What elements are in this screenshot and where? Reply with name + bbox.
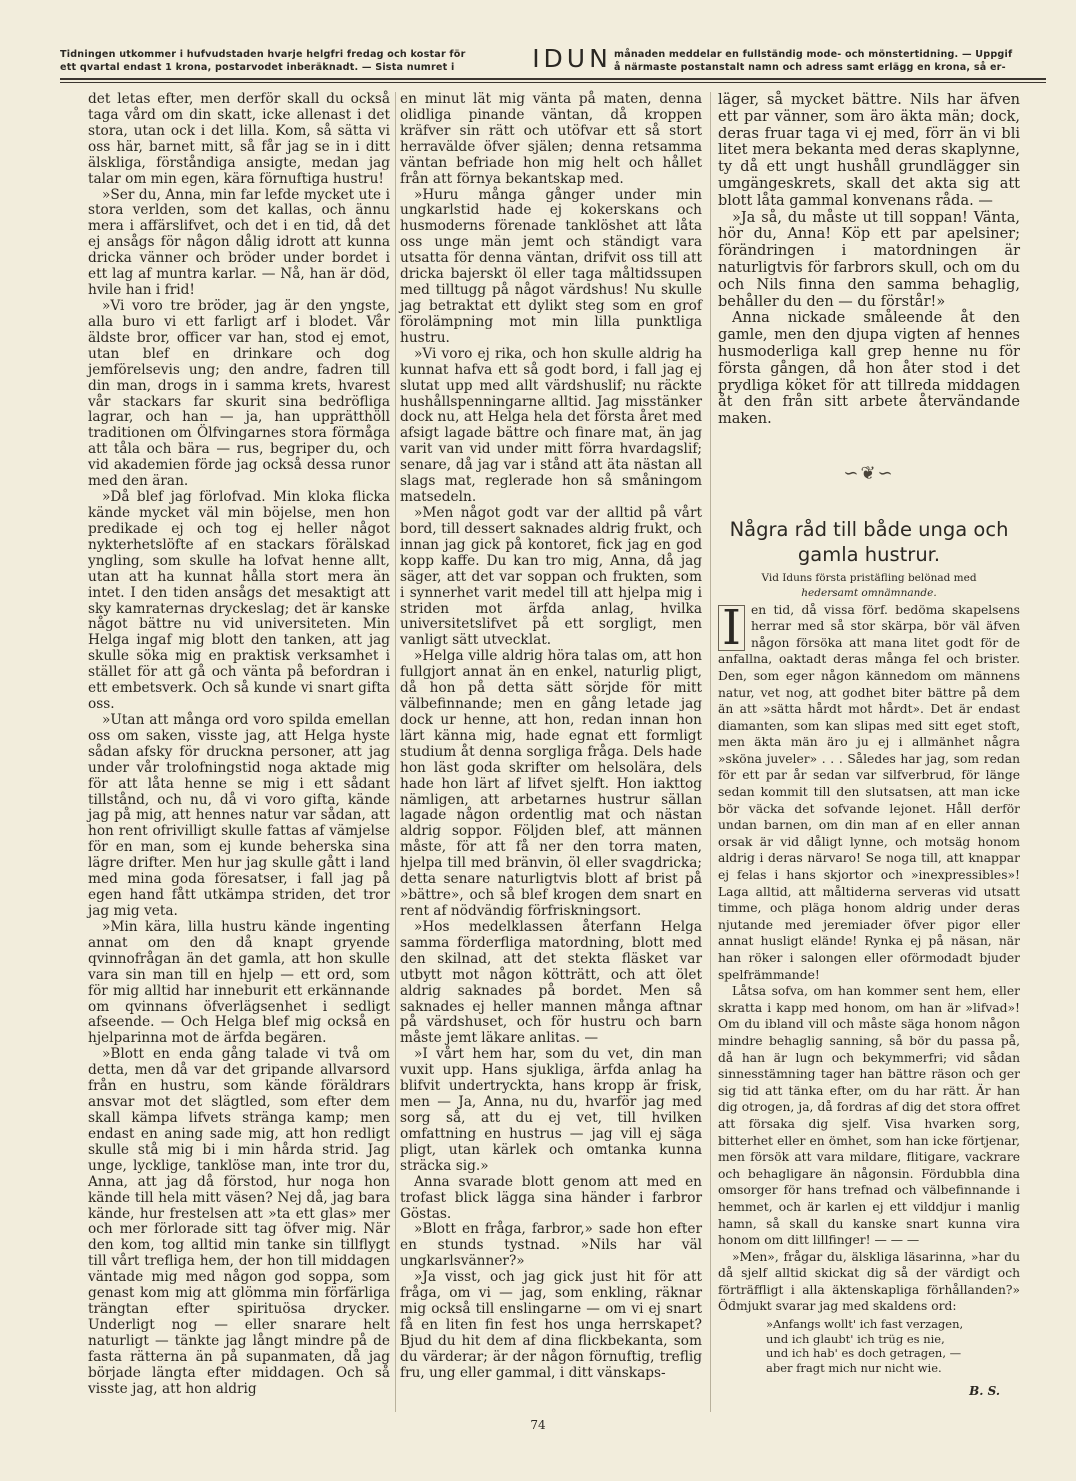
column-divider — [395, 92, 396, 1412]
paragraph: »Då blef jag förlofvad. Min kloka flicka kände mycket väl min böjelse, men hon predikade ej och tog ej heller något nykterhetslöfte af en stackars förälskad yngling, som skulle ha lofvat henne allt, utan att ha kunnat hålla stort mera än intet. I den tiden ansågs det mesaktigt att sky kamraternas dryckeslag; det är kanske något bättre nu vid universiteten. Min Helga ingaf mig blott den tanken, att jag skulle söka mig en praktisk verksamhet i stället för att gå och vänta på befordran i ett embetsverk. Och så kunde vi snart gifta oss. — [88, 489, 390, 713]
article-honor: hedersamt omnämnande. — [801, 586, 937, 599]
column-2 — [400, 92, 702, 1382]
column-3 — [718, 92, 1020, 1400]
paragraph: »Hos medelklassen återfann Helga samma förderfliga matordning, blott med den skilnad, att det stekta fläsket var utbytt mot någon kötträtt, och att ölet aldrig saknades på bordet. Men så saknades ej heller mannen många aftnar på värdshuset, och för hustru och barn måste jemt läkare anlitas. — — [400, 918, 702, 1047]
paragraph: det letas efter, men derför skall du också taga vård om din skatt, icke allenast i det stora, utan ock i det lilla. Kom, så sätta vi oss här, barnet mitt, så får jag se in i ditt älskliga, förståndiga ansigte, medan jag talar om min egen, kära förnuftiga hustru! — [88, 91, 390, 187]
paragraph: »Men något godt var der alltid på vårt bord, till dessert saknades aldrig frukt, och innan jag gick på kontoret, fick jag en god kopp kaffe. Du kan tro mig, Anna, då jag säger, att det var soppan och frukten, som i synnerhet varit medel till att hjelpa mig i striden mot ärfda anlag, hvilka universitetslifvet på ett sorgligt, men vanligt sätt utvecklat. — [400, 504, 702, 649]
paragraph: »Blott en enda gång talade vi två om detta, men då var det gripande allvarsord från en hustru, som kände föräldrars ansvar mot det slägtled, som efter dem skall kämpa lifvets stränga kamp; men endast en aning sade mig, att hon redligt skulle stå mig bi i min hårda strid. Jag unge, lycklige, tanklöse man, inte tror du, Anna, att jag då förstod, hur noga hon kände till hela mitt väsen? Nej då, jag bara kände, hur frestelsen att »ta ett glas» mer och mer förlorade sitt tag öfver mig. När den kom, tog alltid min tanke sin tillflygt till vårt trefliga hem, der hon till middagen väntade mig med någon god soppa, som genast kom mig att glömma min förfärliga trängtan efter spirituösa drycker. Underligt nog — eller snarare helt naturligt — tänkte jag långt mindre på de fasta rätterna än på supanmaten, då jag började längta efter middagen. Och så visste jag, att hon aldrig — [88, 1046, 390, 1397]
masthead-title: IDUN — [532, 44, 612, 73]
paragraph: »Ja så, du måste ut till soppan! Vänta, hör du, Anna! Köp ett par apelsiner; förändringen i matordningen är naturligtvis för farbrors skull, och om du och Nils finna den samma behaglig, behåller du den — du förstår!» — [718, 209, 1020, 310]
masthead-rule-thin — [60, 82, 1046, 83]
column-divider — [710, 92, 711, 1412]
paragraph: »Vi voro tre bröder, jag är den yngste, alla buro vi ett farligt arf i blodet. Vår äldste bror, officer var han, stod ej emot, utan blef en drinkare och dog jemförelsevis ung; den andre, fadren till din man, drogs in i samma krets, hvarest vår stackars far skurit sina bedröfliga lagrar, och han — ja, han upprätthöll traditionen om Ölfvingarnes stora förmåga att tåla och bära — rus, begriper du, och vid akademien förde jag också dessa runor med den äran. — [88, 297, 390, 490]
paragraph: »Min kära, lilla hustru kände ingenting annat om den då knapt gryende qvinnofrågan än det gamla, att hon skulle vara sin man till en hjelp — ett ord, som för mig alltid har inneburit ett erkännande om qvinnans öfverlägsenhet i sedligt afseende. — Och Helga blef mig också en hjelparinna mot de ärfda begären. — [88, 918, 390, 1047]
paragraph: »Utan att många ord voro spilda emellan oss om saken, visste jag, att Helga hyste sådan afsky för druckna personer, att jag under vår trolofningstid noga aktade mig för att låta henne se mig i ett sådant tillstånd, och nu, då vi voro gifta, kände jag på mig, att hennes natur var sådan, att hon rent ofrivilligt skulle fattas af vämjelse för en man, som ej kunde beherska sina lägre drifter. Men hur jag skulle gått i land med mina goda föresatser, i fall jag på egen hand fått utkämpa striden, det tror jag mig veta. — [88, 711, 390, 920]
masthead — [60, 42, 1046, 82]
masthead-right-text: månaden meddelar en fullständig mode- och mönstertidning. — Uppgif å närmaste postanstalt namn och adress samt erlägg en krona, så er- — [614, 49, 1013, 73]
article-body — [718, 599, 1020, 1400]
paragraph: »Ser du, Anna, min far lefde mycket ute i stora verlden, som det kallas, och ännu mera i affärslifvet, och det i en tid, då det ej ansågs för någon dålig idrott att kunna dricka vänner och bröder under bordet i ett lag af muntra karlar. — Nå, han är död, hvile han i frid! — [88, 186, 390, 299]
paragraph: »Vi voro ej rika, och hon skulle aldrig ha kunnat hafva ett så godt bord, i fall jag ej slutat upp med allt värdshuslif; nu räckte hushållspenningarne alltid. Jag misstänker dock nu, att Helga hela det första året med afsigt lagade bättre och finare mat, än jag varit van vid under mitt förra hvardagslif; senare, då jag var i stånd att äta nästan all slags mat, reglerade hon så småningom matsedeln. — [400, 345, 702, 506]
masthead-rule — [60, 78, 1046, 80]
article-title: Några råd till både unga och gamla hustrur. — [729, 517, 1009, 566]
dropcap: I — [718, 605, 745, 651]
poem-line: »Anfangs wollt' ich fast verzagen, — [766, 1317, 964, 1332]
poem — [766, 1317, 1020, 1375]
paragraph: »Blott en fråga, farbror,» sade hon efter en stunds tystnad. »Nils har väl ungkarlsvänner?» — [400, 1221, 702, 1270]
paragraph: I en tid, då vissa förf. bedöma skapelsens herrar med så stor skärpa, bör väl äfven någon försöka att mana litet godt för de anfallna, oaktadt deras många fel och brister. Den, som eger någon kännedom om männens natur, vet nog, att godhet biter bättre på dem än att »sätta hårdt mot hårdt». Det är endast diamanten, som kan slipas med sitt eget stoft, men äkta män äro ju ej i allmänhet några »sköna juveler» . . . Således har jag, som redan för ett par år sedan var silfverbrud, för länge sedan kommit till den slutsatsen, att man icke bör väcka det sofvande lejonet. Håll derför undan barnen, om din man af en eller annan orsak är vid dåligt lynne, och motsäg honom aldrig i deras närvaro! Se noga till, att knappar ej felas i hans skjortor och »inexpressibles»! Laga alltid, att måltiderna serveras vid utsatt timme, och pläga honom aldrig under deras njutande med jeremiader öfver pigor eller annat husligt elände! Rynka ej på näsan, när han röker i salongen eller oförmodadt bjuder spelfrämmande! — [718, 599, 1020, 982]
paragraph: »Ja visst, och jag gick just hit för att fråga, om vi — jag, som enkling, räknar mig också till enslingarne — om vi ej snart få en liten fin fest hos unga herrskapet? Bjud du hit dem af dina flickbekanta, som du värderar; är der någon förnuftig, treflig fru, ung eller gammal, i ditt vänskaps- — [400, 1269, 702, 1381]
paragraph: en minut lät mig vänta på maten, denna olidliga pinande väntan, då kroppen kräfver sin rätt och utöfvar ett så stort herravälde öfver själen; denna retsamma väntan befriade hon mig helt och hållet från att förnya bekantskap med. — [400, 91, 702, 187]
paragraph: Låtsa sofva, om han kommer sent hem, eller skratta i kapp med honom, om han är »lifvad»! Om du ibland vill och måste säga honom någon mindre behaglig sanning, så bör du passa på, då han är lugn och bekymmerfri; vid sådan sinnesstämning tager han bättre räson och ger sig tid att tänka efter, om du har rätt. Är han dig otrogen, ja, då fordras af dig det stora offret att försaka dig sjelf. Visa hvarken sorg, bitterhet eller en ömhet, som han icke förtjenar, men försök att vara mildare, flitigare, vackrare och behagligare än någonsin. Fördubbla dina omsorger för hans trefnad och välbefinnande i hemmet, och är karlen ej ett vilddjur i manlig hamn, så skall du kanske snart kunna vira honom om ditt lillfinger! — — — — [718, 984, 1020, 1248]
paragraph: Anna svarade blott genom att med en trofast blick lägga sina händer i farbror Göstas. — [400, 1173, 702, 1222]
page-number: 74 — [530, 1418, 546, 1432]
paragraph: Anna nickade småleende åt den gamle, men den djupa vigten af hennes husmoderliga kall grep henne nu för första gången, då hon åter stod i det prydliga köket för att tillreda middagen åt den från sitt arbete återvändande maken. — [718, 310, 1020, 428]
paragraph: »I vårt hem har, som du vet, din man vuxit upp. Hans sjukliga, ärfda anlag ha blifvit undertryckta, hans kropp är frisk, men — Ja, Anna, nu du, hvarför jag med sorg så, att du ej vet, till hvilken omfattning en hustrus — jag vill ej säga pligt, utan kärlek och omtanka kunna sträcka sig.» — [400, 1046, 702, 1174]
paragraph: läger, så mycket bättre. Nils har äfven ett par vänner, som äro äkta män; dock, deras fruar taga vi ej med, förr än vi bli litet mera bekanta med deras skaplynne, ty då ett ungt hushåll grundlägger sin umgängeskrets, skall det akta sig att blott låta gammal konvenans råda. — — [718, 92, 1020, 209]
paragraph: »Men», frågar du, älskliga läsarinna, »har du då sjelf alltid skickat dig så der värdigt och förträffligt i alla äktenskapliga förhållanden?» Ödmjukt svarar jag med skaldens ord: — [718, 1249, 1020, 1314]
paragraph: »Huru många gånger under min ungkarlstid hade ej kokerskans och husmoderns förenade tanklöshet att låta oss unge män jemt och ständigt vara utsatta för denna väntan, drifvit oss till att dricka bajerskt öl eller taga måltidssupen med tilltugg på något värdshus! Nu skulle jag betraktat ett dylikt steg som en grof förolämpning mot min lilla punktliga hustru. — [400, 186, 702, 346]
poem-line: und ich glaubt' ich trüg es nie, — [766, 1331, 945, 1346]
ornament-divider: ∽❦∽ — [843, 462, 895, 484]
poem-line: aber fragt mich nur nicht wie. — [766, 1360, 942, 1375]
poem-line: und ich hab' es doch getragen, — — [766, 1346, 962, 1361]
paragraph: »Helga ville aldrig höra talas om, att hon fullgjort annat än en enkel, naturlig pligt, då hon på detta sätt sörjde för mitt välbefinnande; men en gång letade jag dock ur henne, att hon, redan innan hon lärt känna mig, hade egnat ett formligt studium åt denna sorgliga fråga. Dels hade hon läst goda skrifter om helsolära, dels hade hon lärt af lifvet sjelft. Hon iakttog nämligen, att arbetarnes hustrur sällan lagade någon ordentlig mat och nästan aldrig soppor. Följden blef, att männen måste, för att få ner den torra maten, hjelpa till med bränvin, öl eller svagdricka; detta senare naturligtvis blott af brist på »bättre», och så blef krogen dem snart en rent af nödvändig förfriskningsort. — [400, 648, 702, 920]
masthead-left-text: Tidningen utkommer i hufvudstaden hvarje helgfri fredag och kostar för ett qvartal endast 1 krona, postarvodet inberäknadt. — Sista numret i — [60, 49, 466, 73]
signature: B. S. — [969, 1384, 1000, 1399]
column-1 — [88, 92, 390, 1398]
article-subtitle: Vid Iduns första pristäfling belönad med — [761, 571, 977, 584]
